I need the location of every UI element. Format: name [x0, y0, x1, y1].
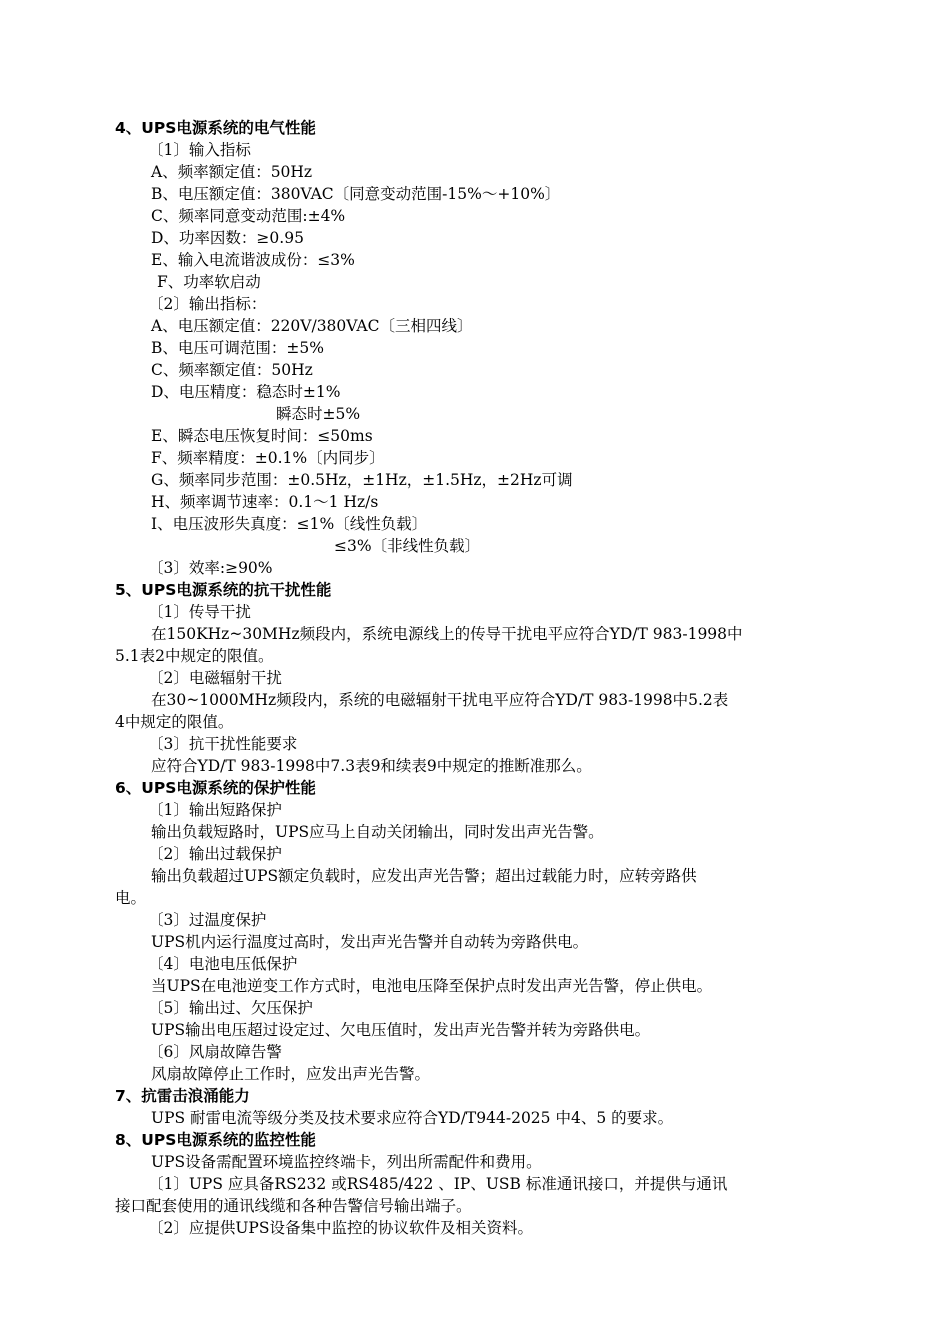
spec-item: F、频率精度：±0.1%〔内同步〕: [151, 449, 385, 467]
paragraph-line: UPS输出电压超过设定过、欠电压值时，发出声光告警并转为旁路供电。: [151, 1021, 651, 1039]
subsection-title: 〔3〕抗干扰性能要求: [148, 735, 298, 753]
spec-item: E、输入电流谐波成份：≤3%: [151, 251, 355, 269]
section-heading: 6、UPS电源系统的保护性能: [115, 779, 316, 797]
paragraph-line: 5.1表2中规定的限值。: [115, 647, 274, 665]
paragraph-line: 〔1〕UPS 应具备RS232 或RS485/422 、IP、USB 标准通讯接口，并提供与通讯: [148, 1175, 728, 1193]
subsection-title: 〔6〕风扇故障告警: [148, 1043, 282, 1061]
paragraph-line: 输出负载短路时，UPS应马上自动关闭输出，同时发出声光告警。: [151, 823, 604, 841]
spec-item-continuation: ≤3%〔非线性负载〕: [334, 537, 481, 555]
paragraph-line: 电。: [115, 889, 147, 907]
paragraph-line: 〔2〕应提供UPS设备集中监控的协议软件及相关资料。: [148, 1219, 533, 1237]
spec-item: H、频率调节速率：0.1～1 Hz/s: [151, 493, 379, 511]
subsection-title: 〔2〕输出指标：: [148, 295, 267, 313]
spec-item: D、功率因数：≥0.95: [151, 229, 304, 247]
subsection-title: 〔5〕输出过、欠压保护: [148, 999, 313, 1017]
spec-item: F、功率软启动: [157, 273, 261, 291]
paragraph-line: UPS机内运行温度过高时，发出声光告警并自动转为旁路供电。: [151, 933, 589, 951]
spec-item: A、频率额定值：50Hz: [151, 163, 313, 181]
subsection-title: 〔1〕传导干扰: [148, 603, 251, 621]
subsection-title: 〔3〕效率:≥90%: [148, 559, 273, 577]
section-heading: 4、UPS电源系统的电气性能: [115, 119, 316, 137]
spec-item: C、频率同意变动范围:±4%: [151, 207, 346, 225]
paragraph-line: 在150KHz~30MHz频段内，系统电源线上的传导干扰电平应符合YD/T 983-1998中: [151, 625, 743, 643]
paragraph-line: 应符合YD/T 983-1998中7.3表9和续表9中规定的推断准那么。: [151, 757, 592, 775]
paragraph-line: 接口配套使用的通讯线缆和各种告警信号输出端子。: [115, 1197, 472, 1215]
paragraph-line: UPS 耐雷电流等级分类及技术要求应符合YD/T944-2025 中4、5 的要求。: [151, 1109, 674, 1127]
paragraph-line: 在30~1000MHz频段内，系统的电磁辐射干扰电平应符合YD/T 983-1998中5.2表: [151, 691, 729, 709]
subsection-title: 〔2〕输出过载保护: [148, 845, 282, 863]
spec-item: A、电压额定值：220V/380VAC〔三相四线〕: [151, 317, 473, 335]
paragraph-line: 风扇故障停止工作时，应发出声光告警。: [151, 1065, 431, 1083]
paragraph-line: 当UPS在电池逆变工作方式时，电池电压降至保护点时发出声光告警，停止供电。: [151, 977, 713, 995]
subsection-title: 〔2〕电磁辐射干扰: [148, 669, 282, 687]
spec-item: B、电压额定值：380VAC〔同意变动范围-15%～+10%〕: [151, 185, 561, 203]
spec-item: C、频率额定值：50Hz: [151, 361, 313, 379]
paragraph-line: UPS设备需配置环境监控终端卡，列出所需配件和费用。: [151, 1153, 542, 1171]
section-heading: 8、UPS电源系统的监控性能: [115, 1131, 316, 1149]
spec-item: B、电压可调范围：±5%: [151, 339, 324, 357]
subsection-title: 〔1〕输入指标: [148, 141, 251, 159]
subsection-title: 〔3〕过温度保护: [148, 911, 267, 929]
spec-item: G、频率同步范围：±0.5Hz，±1Hz，±1.5Hz，±2Hz可调: [151, 471, 573, 489]
paragraph-line: 输出负载超过UPS额定负载时，应发出声光告警；超出过载能力时，应转旁路供: [151, 867, 697, 885]
section-heading: 7、抗雷击浪涌能力: [115, 1087, 250, 1105]
spec-item: D、电压精度：稳态时±1%: [151, 383, 341, 401]
subsection-title: 〔4〕电池电压低保护: [148, 955, 298, 973]
spec-item: E、瞬态电压恢复时间：≤50ms: [151, 427, 373, 445]
paragraph-line: 4中规定的限值。: [115, 713, 234, 731]
section-heading: 5、UPS电源系统的抗干扰性能: [115, 581, 332, 599]
spec-item: I、电压波形失真度：≤1%〔线性负载〕: [151, 515, 428, 533]
spec-item-continuation: 瞬态时±5%: [276, 405, 361, 423]
subsection-title: 〔1〕输出短路保护: [148, 801, 282, 819]
